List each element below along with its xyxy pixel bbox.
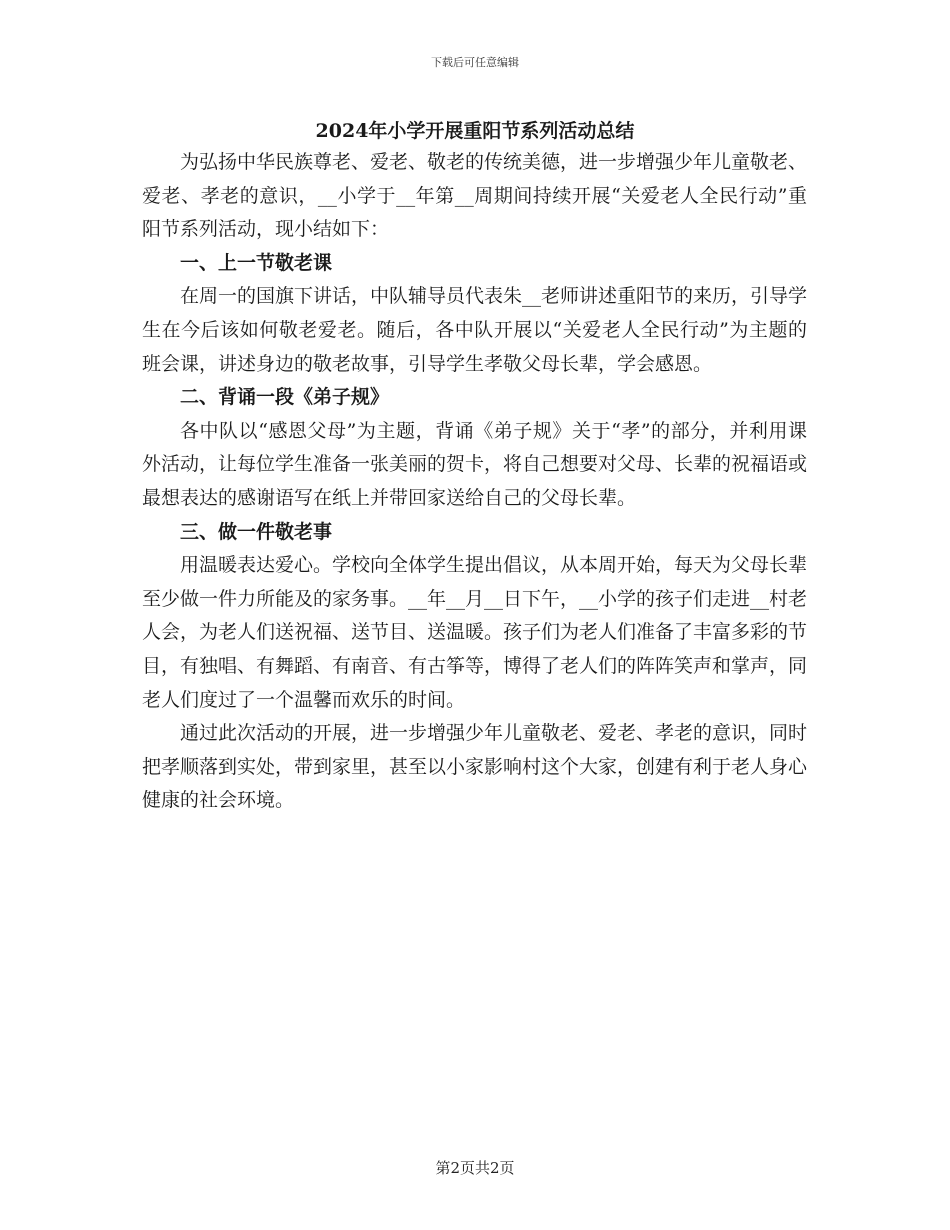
intro-paragraph: 为弘扬中华民族尊老、爱老、敬老的传统美德，进一步增强少年儿童敬老、爱老、孝老的意识，__小学于__年第__周期间持续开展“关爱老人全民行动”重阳节系列活动，现小结如下： (142, 151, 808, 241)
conclusion-paragraph: 通过此次活动的开展，进一步增强少年儿童敬老、爱老、孝老的意识，同时把孝顺落到实处，带到家里，甚至以小家影响村这个大家，创建有利于老人身心健康的社会环境。 (142, 722, 808, 812)
document-title: 2024年小学开展重阳节系列活动总结 (315, 120, 635, 142)
header-note: 下载后可任意编辑 (431, 56, 519, 69)
section-body-3: 用温暖表达爱心。学校向全体学生提出倡议，从本周开始，每天为父母长辈至少做一件力所能及的家务事。__年__月__日下午，__小学的孩子们走进__村老人会，为老人们送祝福、送节目、送温暖。孩子们为老人们准备了丰富多彩的节目，有独唱、有舞蹈、有南音、有古筝等，博得了老人们的阵阵笑声和掌声，同老人们度过了一个温馨而欢乐的时间。 (142, 554, 808, 711)
section-body-2: 各中队以“感恩父母”为主题，背诵《弟子规》关于“孝”的部分，并利用课外活动，让每位学生准备一张美丽的贺卡，将自己想要对父母、长辈的祝福语或最想表达的感谢语写在纸上并带回家送给自己的父母长辈。 (142, 419, 808, 509)
section-heading-2: 二、背诵一段《弟子规》 (180, 386, 390, 409)
document-body (142, 146, 807, 818)
section-body-1: 在周一的国旗下讲话，中队辅导员代表朱__老师讲述重阳节的来历，引导学生在今后该如何敬老爱老。随后，各中队开展以“关爱老人全民行动”为主题的班会课，讲述身边的敬老故事，引导学生孝敬父母长辈，学会感恩。 (142, 285, 808, 375)
section-heading-3: 三、做一件敬老事 (180, 520, 333, 543)
page-number: 第2页共2页 (435, 1159, 515, 1177)
section-heading-1: 一、上一节敬老课 (180, 251, 333, 274)
